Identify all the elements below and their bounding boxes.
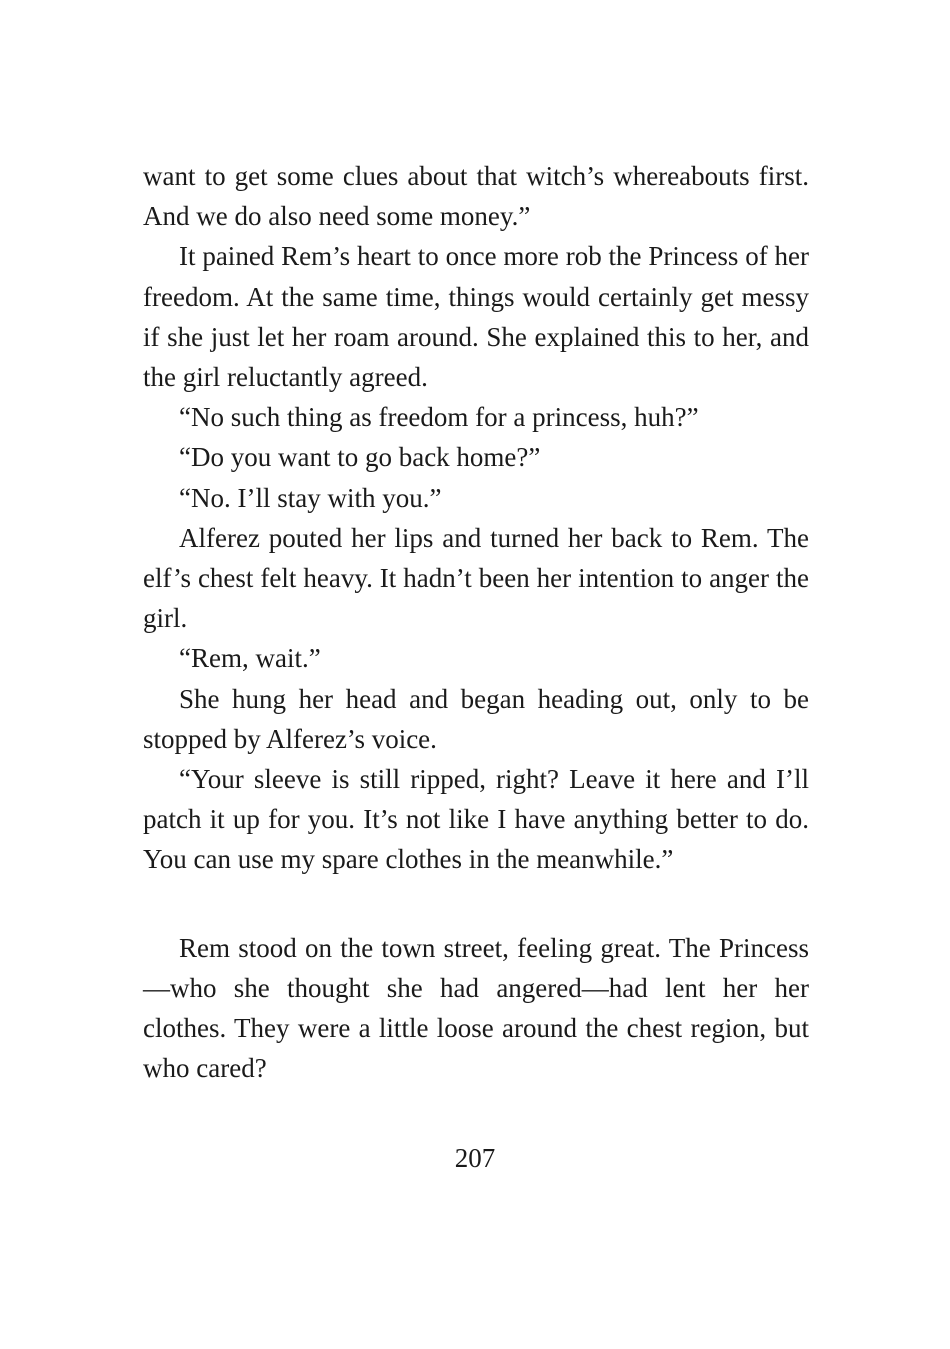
- paragraph: It pained Rem’s heart to once more rob the Princess of her freedom. At the same time, things would certainly get messy if she just let her roam around. She explained this to her, and the girl reluctantly agreed.: [143, 241, 809, 393]
- page-number: 207: [454, 1143, 496, 1173]
- paragraph: Alferez pouted her lips and turned her back to Rem. The elf’s chest felt heavy. It hadn’t been her intention to anger the girl.: [143, 522, 809, 634]
- paragraph: “No such thing as freedom for a princess, huh?”: [179, 402, 699, 433]
- body-text: [143, 156, 809, 1088]
- paragraph: She hung her head and began heading out, only to be stopped by Alferez’s voice.: [143, 683, 809, 754]
- paragraph: want to get some clues about that witch’s whereabouts first. And we do also need some money.”: [143, 161, 809, 232]
- paragraph: “Your sleeve is still ripped, right? Leave it here and I’ll patch it up for you. It’s not like I have anything better to do. You can use my spare clothes in the meanwhile.”: [143, 764, 809, 875]
- paragraph: “No. I’ll stay with you.”: [179, 482, 442, 513]
- paragraph: Rem stood on the town street, feeling great. The Princess—who she thought she had angered—had lent her her clothes. They were a little loose around the chest region, but who cared?: [143, 932, 809, 1084]
- scene-break: [143, 880, 809, 928]
- paragraph: “Do you want to go back home?”: [179, 442, 541, 473]
- paragraph: “Rem, wait.”: [179, 643, 321, 674]
